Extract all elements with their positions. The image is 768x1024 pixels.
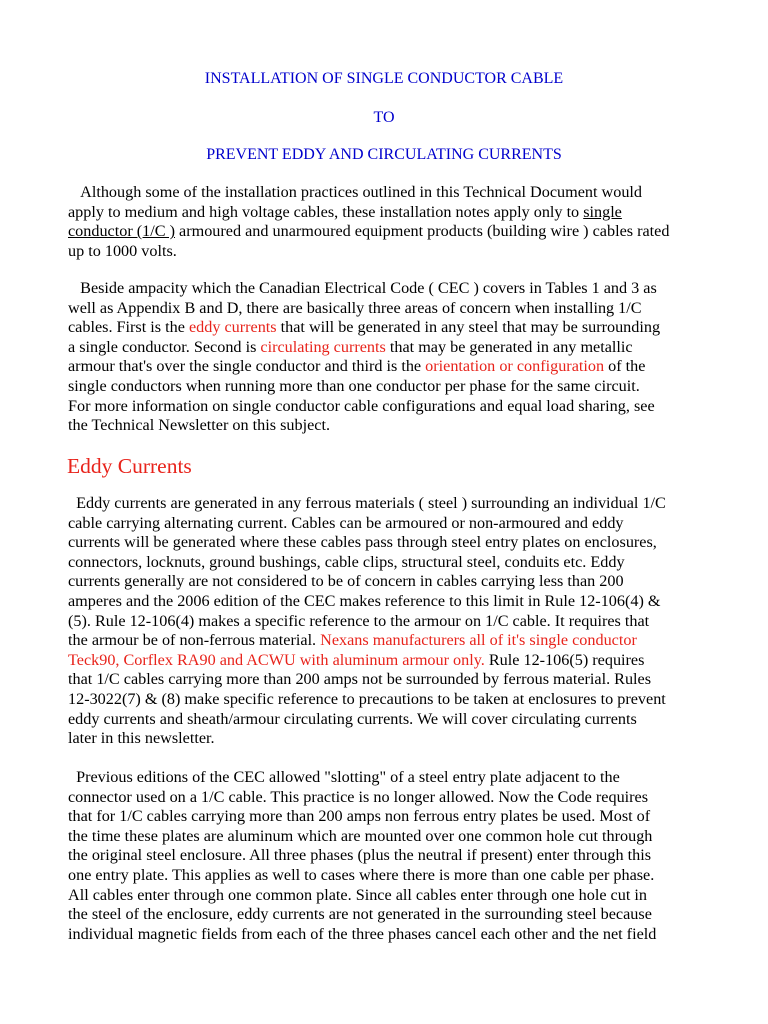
text-line: [68, 925, 708, 945]
text-line: [68, 533, 708, 553]
text-run: individual magnetic fields from each of the three phases cancel each other and the net field: [68, 924, 657, 943]
text-line: [68, 807, 708, 827]
text-run: a single conductor. Second is: [68, 337, 261, 356]
text-line: [68, 397, 708, 417]
underlined-text: conductor (1/C ): [68, 222, 175, 241]
underlined-text: single: [583, 202, 622, 221]
text-run: For more information on single conductor cable configurations and equal load sharing, see: [68, 396, 655, 415]
text-line: [68, 357, 708, 377]
intro-paragraph: [68, 183, 708, 261]
text-line: [68, 729, 708, 749]
eddy-currents-paragraph: [68, 494, 708, 749]
text-line: [68, 494, 708, 514]
text-run: connectors, locknuts, ground bushings, cable clips, structural steel, conduits etc. Eddy: [68, 552, 625, 571]
text-run: Although some of the installation practices outlined in this Technical Document would: [80, 183, 643, 201]
text-line: [68, 416, 708, 436]
text-line: [68, 203, 708, 223]
text-run: All cables enter through one common plate. Since all cables enter through one hole cut in: [68, 885, 647, 904]
text-line: [68, 886, 708, 906]
title-line-2: TO: [373, 109, 395, 126]
text-line: [68, 612, 708, 632]
text-run: connector used on a 1/C cable. This practice is no longer allowed. Now the Code requires: [68, 787, 649, 806]
text-line: [68, 183, 708, 203]
text-run: the time these plates are aluminum which are mounted over one common hole cut through: [68, 826, 653, 845]
title-line-3: PREVENT EDDY AND CIRCULATING CURRENTS: [206, 146, 562, 163]
text-run: that may be generated in any metallic: [385, 337, 633, 356]
text-line: [68, 827, 708, 847]
text-line: [68, 651, 708, 671]
text-line: [68, 846, 708, 866]
highlight-eddy-currents: eddy currents: [188, 318, 277, 337]
highlight-circulating-currents: circulating currents: [260, 337, 386, 356]
section-heading: Eddy Currents: [67, 454, 192, 478]
text-line: [68, 690, 708, 710]
text-run: later in this newsletter.: [68, 729, 215, 748]
text-line: [68, 866, 708, 886]
highlight-nexans: Nexans manufacturers all of it's single conductor: [320, 631, 637, 650]
text-run: cable carrying alternating current. Cables can be armoured or non-armoured and eddy: [68, 513, 624, 532]
text-line: [68, 299, 708, 319]
text-run: that 1/C cables carrying more than 200 amps not be surrounded by ferrous material. Rules: [68, 670, 652, 689]
text-run: amperes and the 2006 edition of the CEC makes reference to this limit in Rule 12-106(4) &: [68, 591, 661, 610]
highlight-orientation: orientation or configuration: [425, 357, 605, 376]
text-run: Previous editions of the CEC allowed "slotting" of a steel entry plate adjacent to the: [76, 768, 620, 786]
text-run: (5). Rule 12-106(4) makes a specific reference to the armour on 1/C cable. It requires that: [68, 611, 650, 630]
text-line: [68, 318, 708, 338]
text-run: 12-3022(7) & (8) make specific reference to precautions to be taken at enclosures to prevent: [68, 689, 666, 708]
text-line: [68, 222, 708, 242]
text-run: the armour be of non-ferrous material.: [68, 631, 321, 650]
text-line: [68, 377, 708, 397]
text-run: armour that's over the single conductor and third is the: [68, 357, 426, 376]
text-run: currents generally are not considered to be of concern in cables carrying less than 200: [68, 572, 624, 591]
text-run: Eddy currents are generated in any ferrous materials ( steel ) surrounding an individual 1/C: [76, 494, 666, 512]
text-line: [68, 242, 708, 262]
text-run: of the: [604, 357, 646, 376]
text-line: [68, 788, 708, 808]
text-line: [68, 768, 708, 788]
text-line: [68, 514, 708, 534]
text-line: [68, 338, 708, 358]
text-run: apply to medium and high voltage cables, these installation notes apply only to: [68, 202, 584, 221]
text-run: single conductors when running more than one conductor per phase for the same circuit.: [68, 376, 640, 395]
text-run: cables. First is the: [68, 318, 189, 337]
text-line: [68, 710, 708, 730]
text-line: [68, 905, 708, 925]
text-line: [68, 631, 708, 651]
highlight-nexans: Teck90, Corflex RA90 and ACWU with aluminum armour only.: [68, 650, 485, 669]
text-line: [68, 592, 708, 612]
text-line: [68, 553, 708, 573]
text-run: currents will be generated where these cables pass through steel entry plates on enclosures,: [68, 533, 657, 552]
text-run: that will be generated in any steel that may be surrounding: [276, 318, 661, 337]
text-line: [68, 279, 708, 299]
title-line-1: INSTALLATION OF SINGLE CONDUCTOR CABLE: [204, 70, 564, 87]
text-run: well as Appendix B and D, there are basically three areas of concern when installing 1/C: [68, 298, 642, 317]
text-line: [68, 670, 708, 690]
text-run: the steel of the enclosure, eddy currents are not generated in the surrounding steel because: [68, 905, 652, 924]
text-run: that for 1/C cables carrying more than 200 amps non ferrous entry plates be used. Most of: [68, 807, 651, 826]
concerns-paragraph: [68, 279, 708, 436]
text-run: one entry plate. This applies as well to cases where there is more than one cable per phase.: [68, 865, 655, 884]
text-run: up to 1000 volts.: [68, 241, 177, 260]
text-run: Beside ampacity which the Canadian Electrical Code ( CEC ) covers in Tables 1 and 3 as: [80, 279, 657, 297]
slotting-paragraph: [68, 768, 708, 944]
text-run: Rule 12-106(5) requires: [484, 650, 645, 669]
text-run: eddy currents and sheath/armour circulating currents. We will cover circulating currents: [68, 709, 637, 728]
text-run: armoured and unarmoured equipment products (building wire ) cables rated: [175, 222, 670, 241]
text-run: the original steel enclosure. All three phases (plus the neutral if present) enter through this: [68, 846, 652, 865]
text-run: the Technical Newsletter on this subject.: [68, 416, 330, 435]
text-line: [68, 572, 708, 592]
